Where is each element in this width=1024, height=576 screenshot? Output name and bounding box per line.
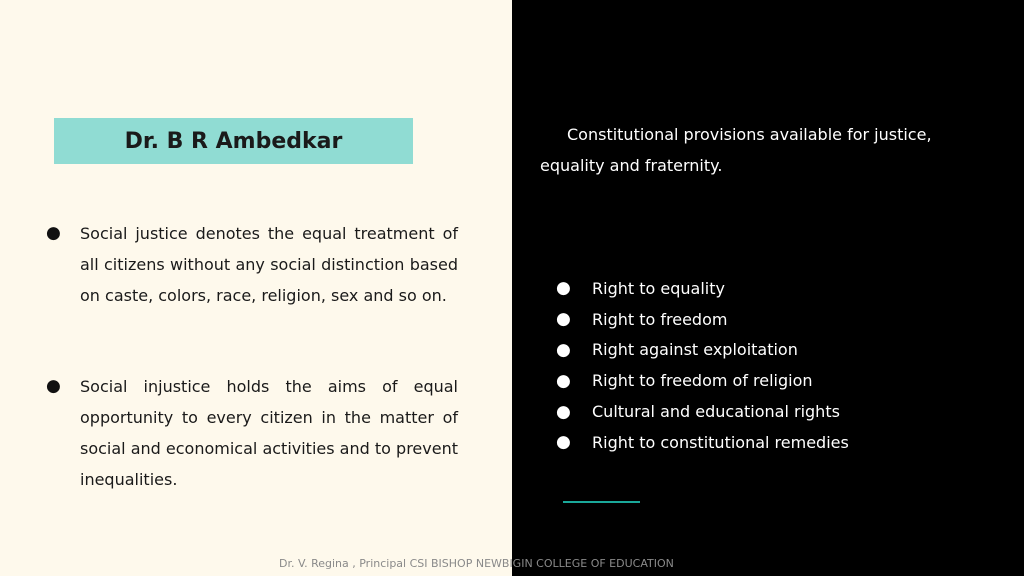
left-bullet-text: Social injustice holds the aims of equal opportunity to every citizen in the matter of social and economical activities and to prevent inequalities. xyxy=(80,377,458,489)
rights-item-label: Cultural and educational rights xyxy=(592,402,840,422)
rights-list xyxy=(556,273,849,458)
bullet-icon: ● xyxy=(556,309,571,330)
rights-item-label: Right to equality xyxy=(592,278,725,298)
bullet-icon: ● xyxy=(556,432,571,453)
title-box xyxy=(54,118,413,164)
slide-title: Dr. B R Ambedkar xyxy=(124,128,343,154)
bullet-icon: ● xyxy=(556,401,571,422)
left-bullet-1 xyxy=(46,218,458,311)
right-heading: Constitutional provisions available for justice, equality and fraternity. xyxy=(540,125,932,175)
rights-list-item xyxy=(556,365,849,396)
accent-divider xyxy=(563,501,640,503)
bullet-icon: ● xyxy=(556,278,571,299)
bullet-icon: ● xyxy=(556,339,571,360)
bullet-icon: ● xyxy=(556,370,571,391)
rights-item-label: Right to freedom xyxy=(592,309,728,329)
rights-list-item xyxy=(556,427,849,458)
rights-list-item xyxy=(556,396,849,427)
rights-list-item xyxy=(556,304,849,335)
rights-item-label: Right to freedom of religion xyxy=(592,371,813,391)
left-bullet-text: Social justice denotes the equal treatment of all citizens without any social distinction based on caste, colors, race, religion, sex and so on. xyxy=(80,224,458,305)
rights-item-label: Right to constitutional remedies xyxy=(592,432,849,452)
rights-list-item xyxy=(556,273,849,304)
bullet-icon: ● xyxy=(46,376,61,396)
left-bullet-2 xyxy=(46,371,458,495)
rights-list-item xyxy=(556,335,849,366)
footer-text: Dr. V. Regina , Principal CSI BISHOP NEWBIGIN COLLEGE OF EDUCATION xyxy=(279,557,674,570)
rights-item-label: Right against exploitation xyxy=(592,340,798,360)
bullet-icon: ● xyxy=(46,223,61,243)
